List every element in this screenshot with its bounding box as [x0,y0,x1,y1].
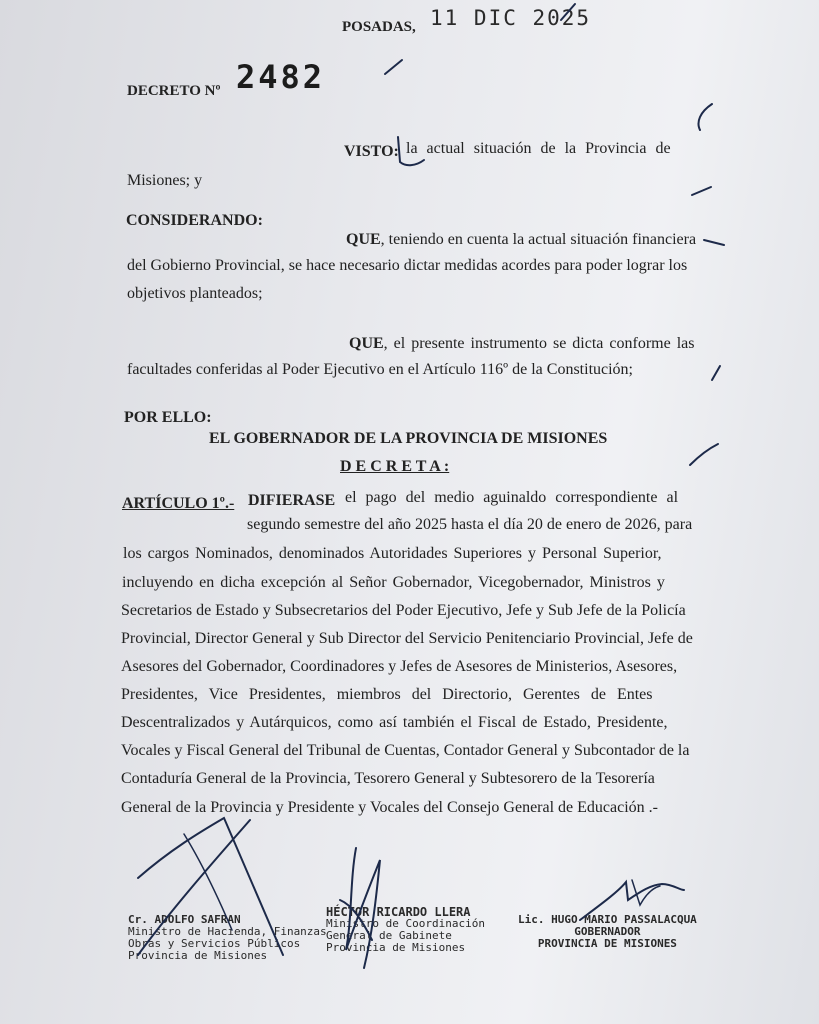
que2-line2: facultades conferidas al Poder Ejecutivo en el Artículo 116º de la Constitución; [127,361,633,378]
signer-name-left: Cr. ADOLFO SAFRAN [128,913,241,926]
check-mark-margin-4 [712,366,720,380]
check-mark-decree [385,60,402,74]
articulo-verb: DIFIERASE [248,492,336,509]
decreta-heading: D E C R E T A : [340,458,450,475]
articulo-line-2: segundo semestre del año 2025 hasta el día 20 de enero de 2026, para [247,516,693,533]
signature-left-stroke-1 [138,818,283,955]
visto-line2: Misiones; y [127,172,203,189]
que2-label: QUE [349,335,384,352]
check-mark-date [561,4,575,20]
articulo-line-5: Secretarios de Estado y Subsecretarios del Poder Ejecutivo, Jefe y Sub Jefe de la Policía [121,602,686,619]
signature-right-stroke-2 [632,880,660,905]
considerando-label: CONSIDERANDO: [126,212,263,229]
signature-left-stroke-2 [138,820,250,955]
articulo-line-9: Descentralizados y Autárquicos, como así también el Fiscal de Estado, Presidente, [121,714,668,731]
check-mark-margin-2 [692,187,711,195]
articulo-label: ARTÍCULO 1º.- [122,495,235,512]
articulo-line-8: Presidentes, Vice Presidentes, miembros del Directorio, Gerentes de Entes [121,686,653,703]
visto-bracket [398,137,424,165]
articulo-line-6: Provincial, Director General y Sub Director del Servicio Penitenciario Provincial, Jefe de [121,630,693,647]
que1-line2: del Gobierno Provincial, se hace necesario dictar medidas acordes para poder lograr los [127,257,688,274]
check-mark-margin-3 [704,240,724,245]
articulo-line-7: Asesores del Gobernador, Coordinadores y Jefes de Asesores de Ministerios, Asesores, [121,658,678,675]
check-mark-margin-5 [690,444,718,465]
signer-title-center-3: Provincia de Misiones [326,941,466,954]
governor-heading: EL GOBERNADOR DE LA PROVINCIA DE MISIONES [209,430,608,447]
signer-title-center-1: Ministro de Coordinación [326,917,485,930]
date-stamp: 11 DIC 2025 [430,6,592,30]
decree-number: 2482 [236,58,326,96]
signer-title-right-1: GOBERNADOR [574,925,641,938]
que1-line3: objetivos planteados; [127,285,263,302]
signer-name-right: Lic. HUGO MARIO PASSALACQUA [518,913,697,926]
visto-label: VISTO: [344,143,399,160]
que1-text: , teniendo en cuenta la actual situación financiera [380,231,697,248]
signer-name-center: HÉCTOR RICARDO LLERA [326,905,471,919]
signature-right-stroke [580,882,684,920]
articulo-line-1: el pago del medio aguinaldo correspondiente al [345,489,679,506]
city-label: POSADAS, [342,19,416,35]
por-ello-label: POR ELLO: [124,409,212,426]
signature-center-stroke [340,848,380,968]
signer-title-center-2: General de Gabinete [326,929,452,942]
check-mark-margin-1 [699,104,713,130]
articulo-line-12: General de la Provincia y Presidente y Vocales del Consejo General de Educación .- [121,799,659,816]
visto-line1: la actual situación de la Provincia de [406,140,671,157]
articulo-line-11: Contaduría General de la Provincia, Tesorero General y Subtesorero de la Tesorería [121,770,655,787]
signer-title-right-2: PROVINCIA DE MISIONES [537,937,677,950]
decree-label: DECRETO Nº [127,83,221,99]
articulo-line-4: incluyendo en dicha excepción al Señor Gobernador, Vicegobernador, Ministros y [122,574,665,591]
que2-text: , el presente instrumento se dicta conforme las [383,335,695,352]
signer-title-left-1: Ministro de Hacienda, Finanzas [128,925,327,938]
signer-title-left-3: Provincia de Misiones [128,949,268,962]
signer-title-left-2: Obras y Servicios Públicos [128,937,301,950]
articulo-line-10: Vocales y Fiscal General del Tribunal de Cuentas, Contador General y Subcontador de la [121,742,690,759]
articulo-line-3: los cargos Nominados, denominados Autoridades Superiores y Personal Superior, [123,545,662,562]
que1-label: QUE [346,231,381,248]
